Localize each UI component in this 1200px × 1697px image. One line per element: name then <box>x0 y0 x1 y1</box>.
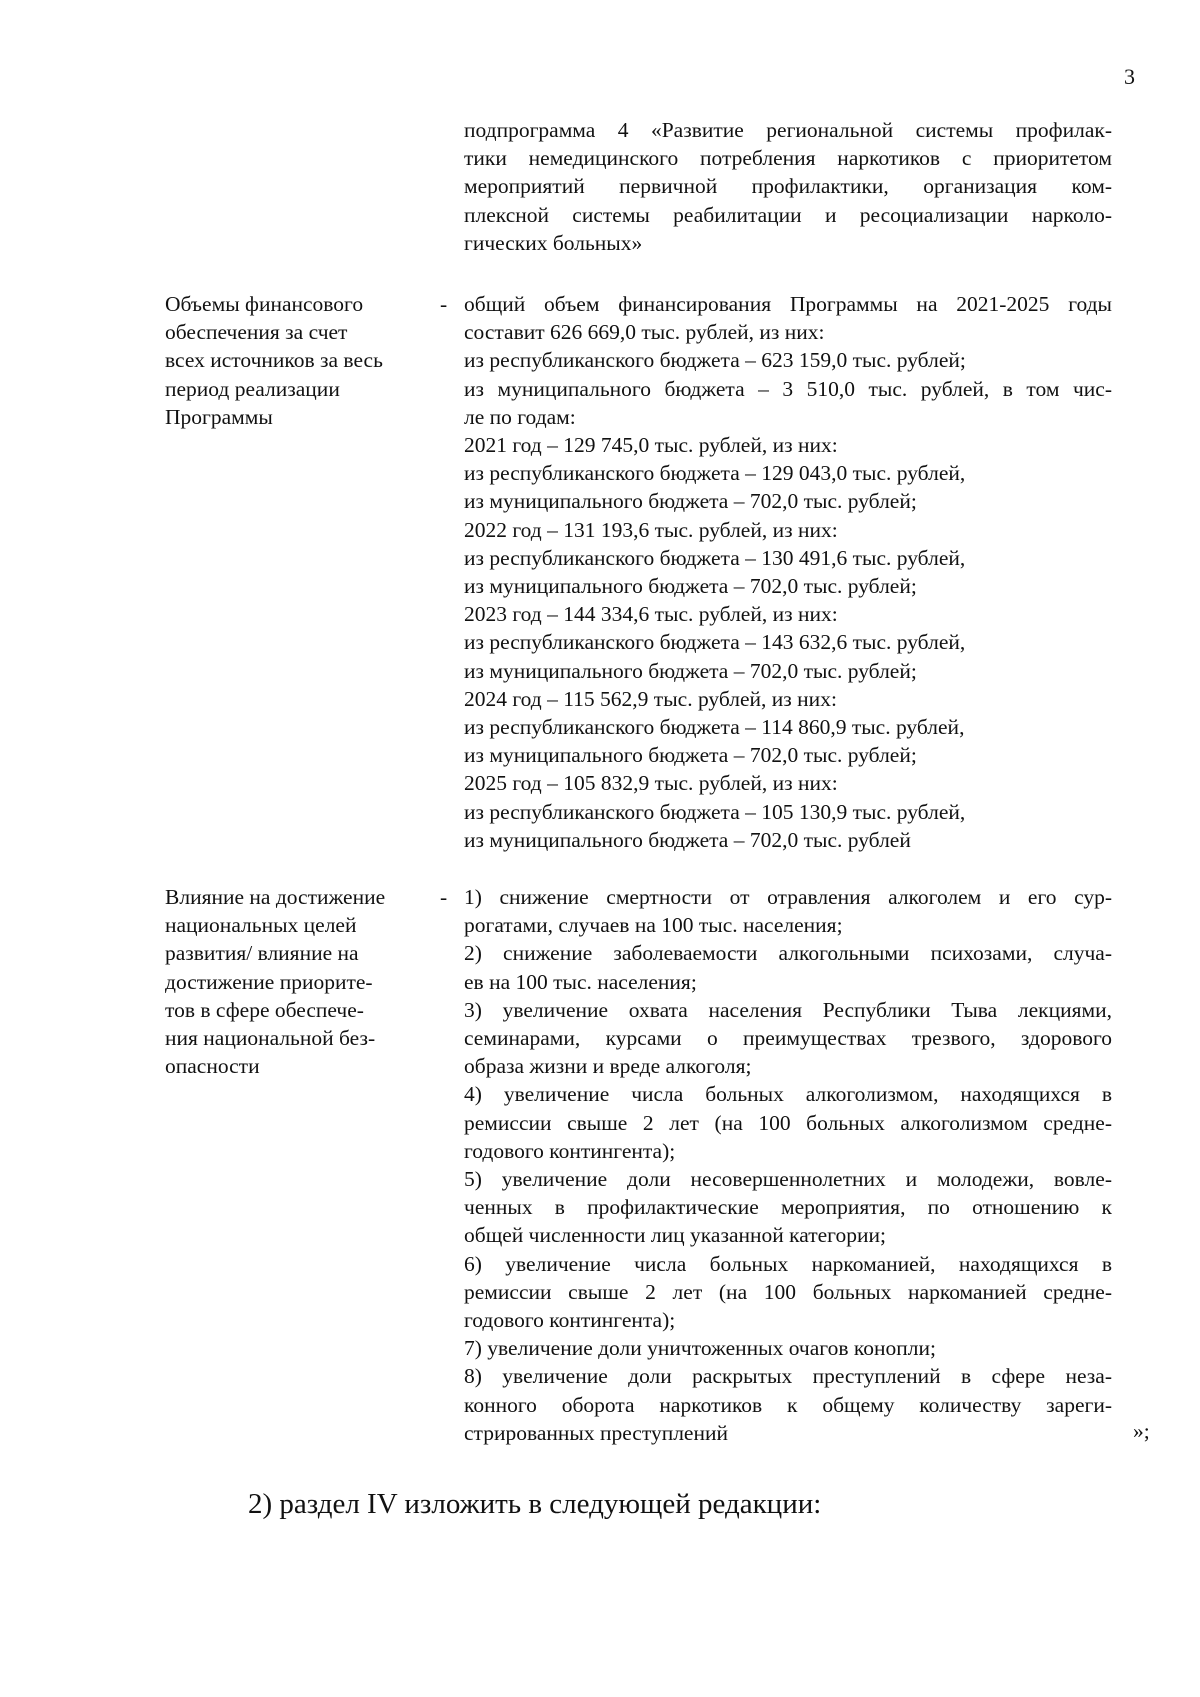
text-line: мероприятий первичной профилактики, организация ком- <box>464 174 1112 199</box>
label-line: развития/ влияние на <box>165 941 359 966</box>
text-line: общий объем финансирования Программы на 2021-2025 годы <box>464 292 1112 316</box>
text-line: 8) увеличение доли раскрытых преступлений в сфере неза- <box>464 1364 1112 1389</box>
text-line: из муниципального бюджета – 702,0 тыс. рублей; <box>464 658 917 683</box>
text-line: ев на 100 тыс. населения; <box>464 969 697 994</box>
text-line: 5) увеличение доли несовершеннолетних и молодежи, вовле- <box>464 1167 1112 1192</box>
text-line: из республиканского бюджета – 623 159,0 тыс. рублей; <box>464 348 966 373</box>
subprogram-4-text <box>464 116 1112 257</box>
text-line: 7) увеличение доли уничтоженных очагов конопли; <box>464 1336 936 1361</box>
text-line: стрированных преступлений <box>464 1420 728 1445</box>
text-line: из муниципального бюджета – 3 510,0 тыс. рублей, в том чис- <box>464 376 1112 401</box>
label-line: Объемы финансового <box>165 292 364 316</box>
text-line: 2023 год – 144 334,6 тыс. рублей, из них: <box>464 602 838 627</box>
label-line: Программы <box>165 404 273 429</box>
label-line: достижение приорите- <box>165 969 373 994</box>
text-line: из муниципального бюджета – 702,0 тыс. рублей <box>464 827 911 852</box>
text-line: плексной системы реабилитации и ресоциализации нарколо- <box>464 202 1112 227</box>
text-line: рогатами, случаев на 100 тыс. населения; <box>464 913 843 938</box>
label-line: обеспечения за счет <box>165 320 348 345</box>
label-line: всех источников за весь <box>165 348 383 373</box>
impact-label <box>165 883 435 1080</box>
text-line: 3) увеличение охвата населения Республики Тыва лекциями, <box>464 997 1112 1022</box>
financing-dash: - <box>440 292 448 316</box>
text-line: общей численности лиц указанной категории; <box>464 1223 886 1248</box>
text-line: из республиканского бюджета – 130 491,6 тыс. рублей, <box>464 545 966 570</box>
text-line: 1) снижение смертности от отравления алкоголем и его сур- <box>464 885 1112 909</box>
text-line: из республиканского бюджета – 143 632,6 тыс. рублей, <box>464 630 966 655</box>
text-line: ремиссии свыше 2 лет (на 100 больных алкоголизмом средне- <box>464 1110 1112 1135</box>
text-line: 2024 год – 115 562,9 тыс. рублей, из них: <box>464 686 837 711</box>
text-line: 6) увеличение числа больных наркоманией, находящихся в <box>464 1251 1112 1276</box>
text-line: 4) увеличение числа больных алкоголизмом, находящихся в <box>464 1082 1112 1107</box>
label-line: Влияние на достижение <box>165 885 386 909</box>
text-line: 2021 год – 129 745,0 тыс. рублей, из них: <box>464 433 838 458</box>
text-line: ле по годам: <box>464 404 576 429</box>
text-line: тики немедицинского потребления наркотиков с приоритетом <box>464 146 1112 171</box>
text-line: из муниципального бюджета – 702,0 тыс. рублей; <box>464 743 917 768</box>
financing-text <box>464 290 1112 854</box>
text-line: семинарами, курсами о преимуществах трезвого, здорового <box>464 1026 1112 1051</box>
impact-text <box>464 883 1112 1447</box>
text-line: годового контингента); <box>464 1138 676 1163</box>
text-line: из республиканского бюджета – 105 130,9 тыс. рублей, <box>464 799 966 824</box>
text-line: конного оборота наркотиков к общему количеству зареги- <box>464 1392 1112 1417</box>
text-line: из республиканского бюджета – 114 860,9 тыс. рублей, <box>464 715 965 740</box>
text-line: 2) снижение заболеваемости алкогольными психозами, случа- <box>464 941 1112 966</box>
financing-label <box>165 290 435 431</box>
label-line: опасности <box>165 1054 260 1079</box>
text-line: годового контингента); <box>464 1308 676 1333</box>
label-line: тов в сфере обеспече- <box>165 997 364 1022</box>
page-number: 3 <box>1124 64 1135 89</box>
label-line: национальных целей <box>165 913 357 938</box>
text-line: из муниципального бюджета – 702,0 тыс. рублей; <box>464 489 917 514</box>
text-line: ченных в профилактические мероприятия, по отношению к <box>464 1195 1112 1220</box>
impact-dash: - <box>440 885 448 909</box>
text-line: 2025 год – 105 832,9 тыс. рублей, из них: <box>464 771 838 796</box>
label-line: период реализации <box>165 376 340 401</box>
text-line: образа жизни и вреде алкоголя; <box>464 1054 752 1079</box>
text-line: ремиссии свыше 2 лет (на 100 больных наркоманией средне- <box>464 1279 1112 1304</box>
text-line: составит 626 669,0 тыс. рублей, из них: <box>464 320 825 345</box>
amendment-instruction: 2) раздел IV изложить в следующей редакции: <box>248 1488 822 1520</box>
text-line: 2022 год – 131 193,6 тыс. рублей, из них: <box>464 517 838 542</box>
text-line: подпрограмма 4 «Развитие региональной системы профилак- <box>464 118 1112 142</box>
text-line: из республиканского бюджета – 129 043,0 тыс. рублей, <box>464 461 966 486</box>
closing-quote: »; <box>1133 1419 1150 1443</box>
text-line: из муниципального бюджета – 702,0 тыс. рублей; <box>464 574 917 599</box>
text-line: гических больных» <box>464 230 643 255</box>
label-line: ния национальной без- <box>165 1026 376 1051</box>
